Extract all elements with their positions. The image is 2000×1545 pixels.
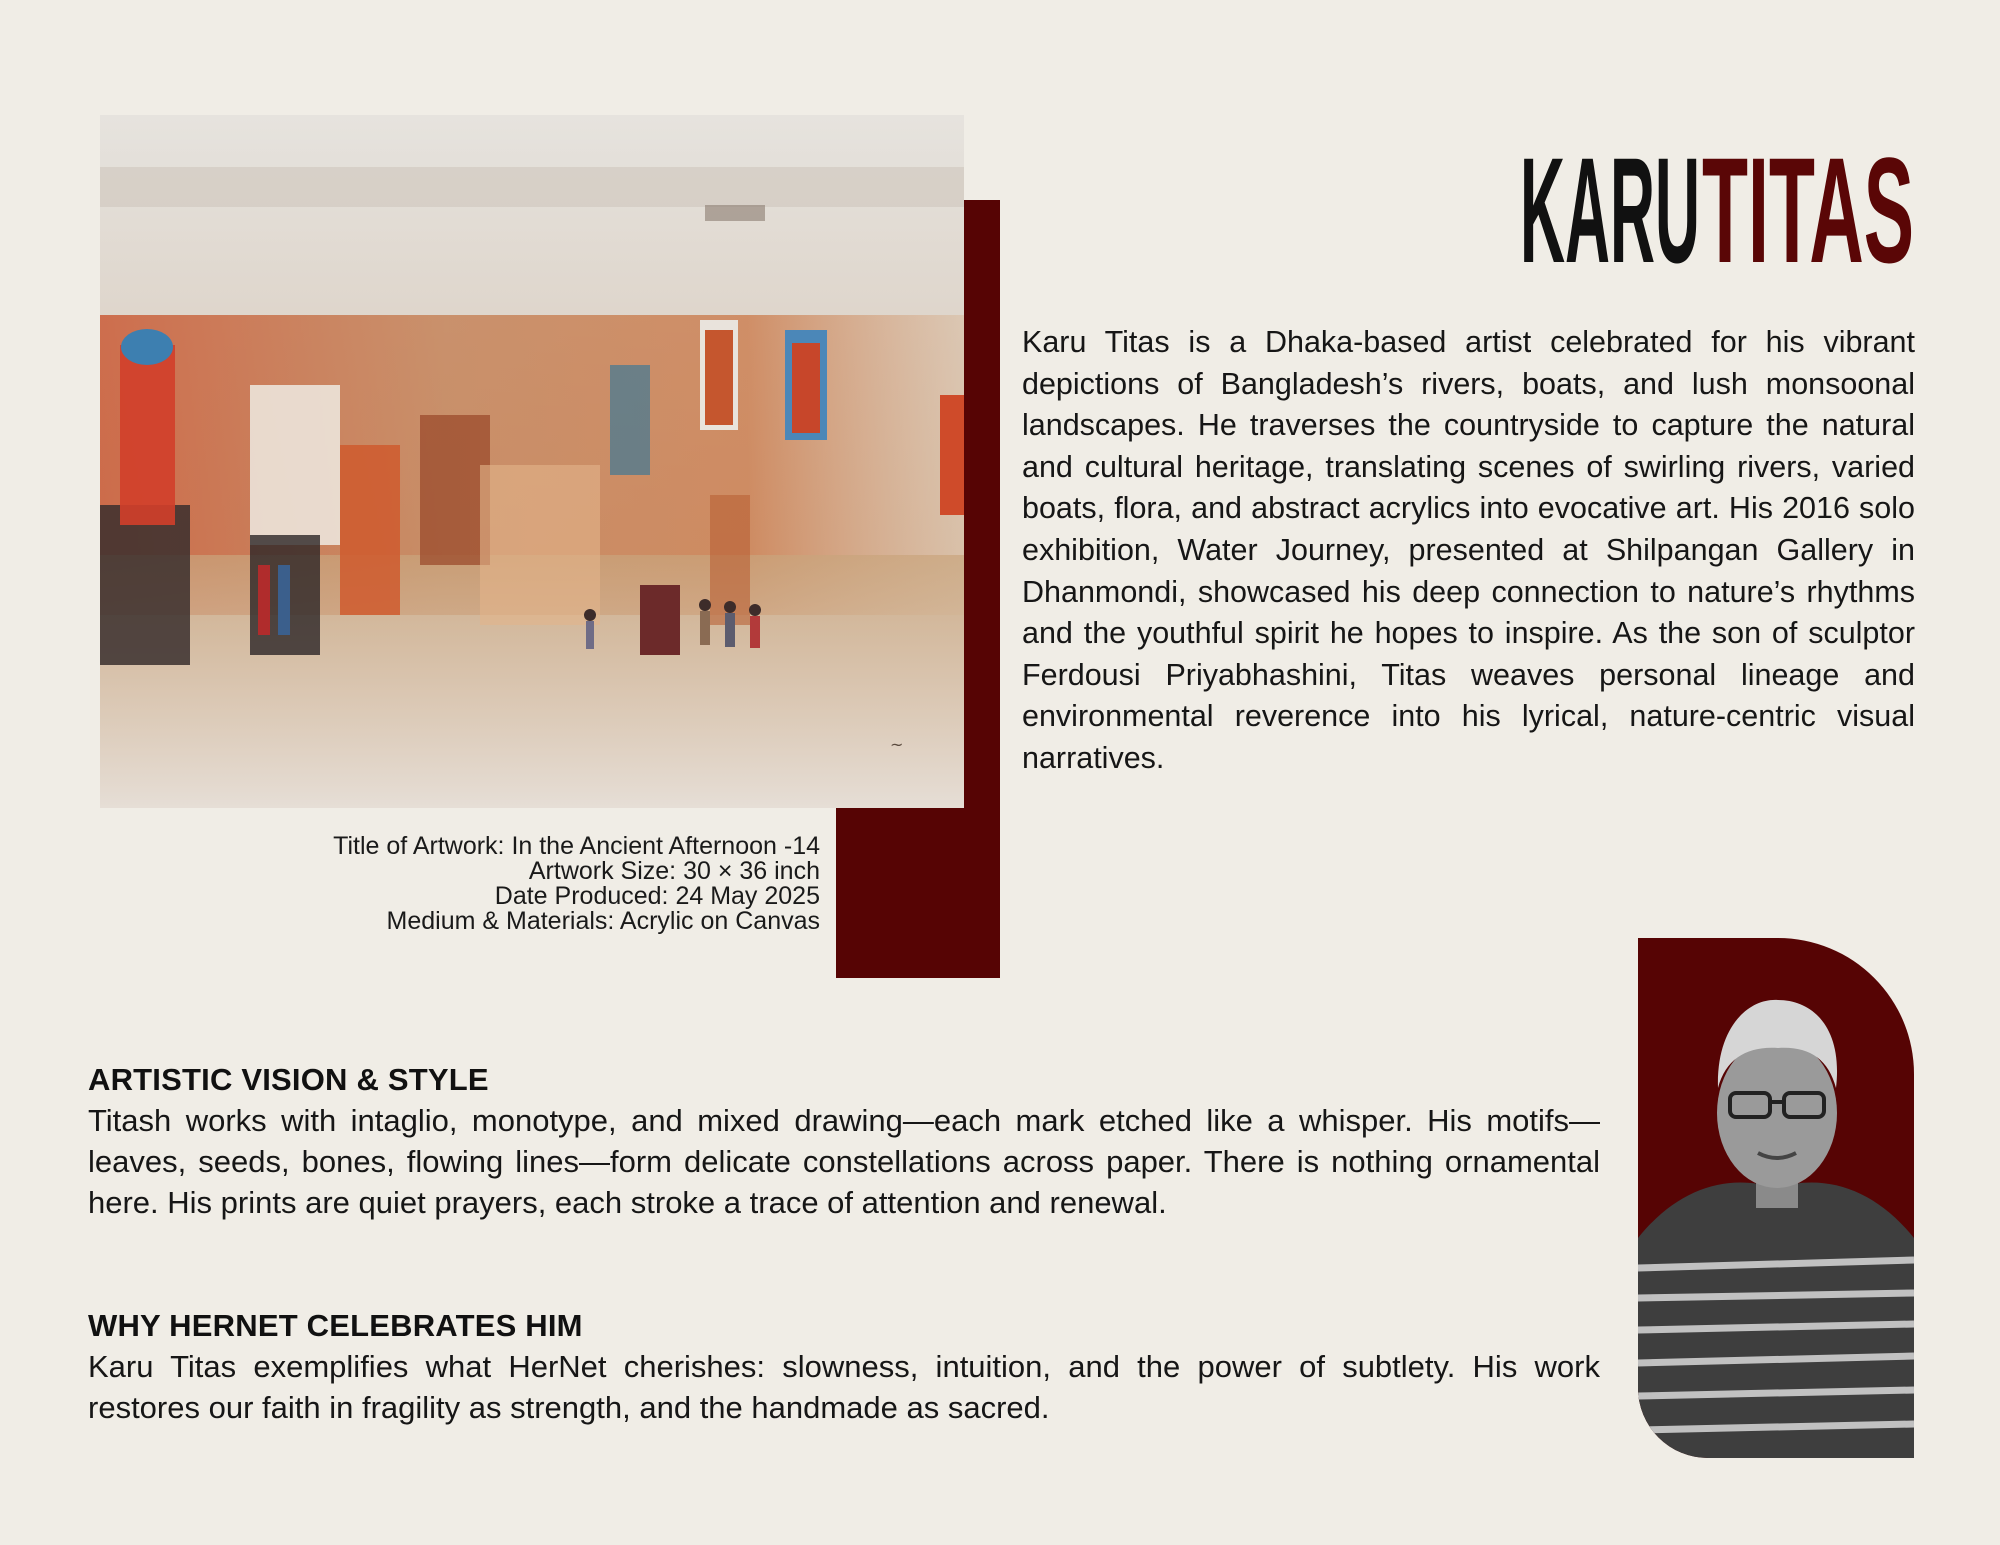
artist-portrait — [1638, 938, 1914, 1458]
artwork-caption — [200, 834, 820, 934]
artwork-size: Artwork Size: 30 × 36 inch — [528, 857, 820, 885]
logo-first-word: KARU — [1520, 126, 1700, 270]
svg-text:~: ~ — [890, 735, 904, 754]
artist-bio: Karu Titas is a Dhaka-based artist celebrated for his vibrant depictions of Bangladesh’s rivers, boats, and lush monsoonal landscapes. He traverses the countryside to capture the natural and cultural heritage, translating scenes of swirling rivers, varied boats, flora, and abstract acrylics into evocative art. His 2016 solo exhibition, Water Journey, presented at Shilpangan Gallery in Dhanmondi, showcased his deep connection to nature’s rhythms and the youthful spirit he hopes to inspire. As the son of sculptor Ferdousi Priyabhashini, Titas weaves personal lineage and environmental reverence into his lyrical, nature-centric visual narratives. — [1022, 325, 1915, 775]
section-text: Titash works with intaglio, monotype, and mixed drawing—each mark etched like a whisper. His motifs—leaves, seeds, bones, flowing lines—form delicate constellations across paper. There is nothing ornamental here. His prints are quiet prayers, each stroke a trace of attention and renewal. — [88, 1103, 1600, 1220]
section-text: Karu Titas exemplifies what HerNet cherishes: slowness, intuition, and the power of subtlety. His work restores our faith in fragility as strength, and the handmade as sacred. — [88, 1349, 1600, 1425]
artwork-medium: Medium & Materials: Acrylic on Canvas — [386, 907, 820, 935]
section-heading: WHY HERNET CELEBRATES HIM — [88, 1308, 583, 1343]
section-why-hernet — [88, 1306, 1600, 1428]
artwork-title: Title of Artwork: In the Ancient Afternoon -14 — [333, 832, 820, 860]
logo-second-word: TITAS — [1702, 126, 1914, 270]
artwork-date: Date Produced: 24 May 2025 — [494, 882, 820, 910]
section-artistic-vision — [88, 1060, 1600, 1223]
section-heading: ARTISTIC VISION & STYLE — [88, 1062, 489, 1097]
artwork-painting — [100, 115, 964, 808]
artist-logo — [1520, 100, 1920, 270]
